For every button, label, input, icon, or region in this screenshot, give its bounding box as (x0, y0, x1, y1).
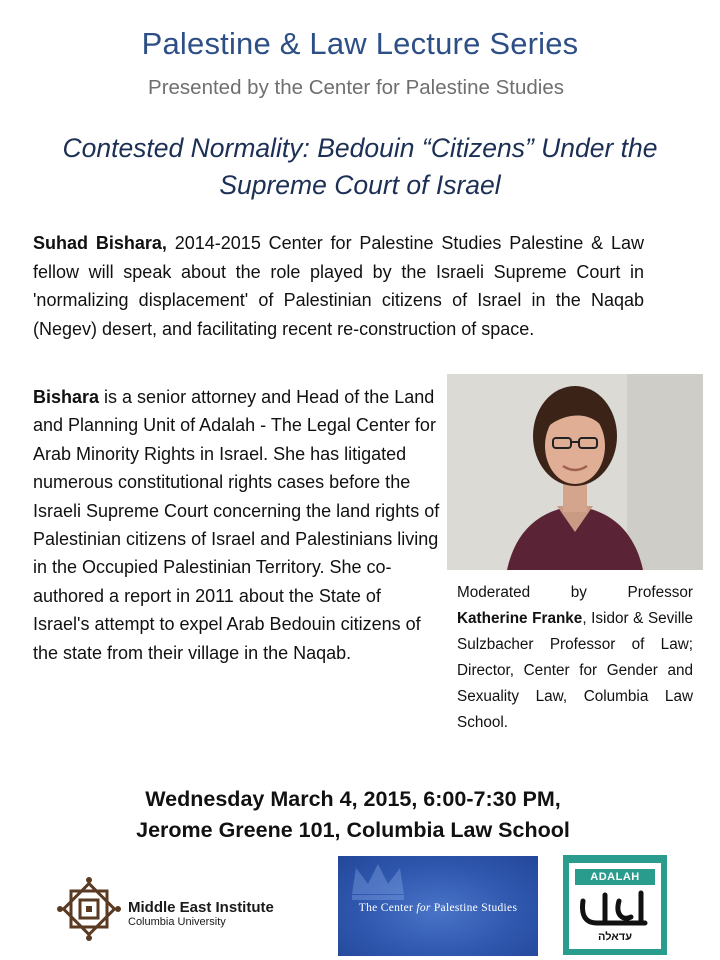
event-date-time: Wednesday March 4, 2015, 6:00-7:30 PM, (145, 787, 561, 811)
mei-name: Middle East Institute (128, 899, 274, 916)
crown-icon (348, 858, 408, 902)
center-for-palestine-studies-logo (338, 856, 538, 956)
cps-name: The Center for Palestine Studies (358, 902, 518, 914)
geometric-star-icon (56, 876, 122, 942)
intro-text: 2014-2015 Center for Palestine Studies Palestine & Law fellow will speak about the role played by the Israeli Supreme Court in 'normalizing displacement' of Palestinian citizens of Israel in the Naqab (Negev) desert, and facilitating recent re-construction of space. (33, 233, 644, 339)
talk-title: Contested Normality: Bedouin “Citizens” Under the Supreme Court of Israel (62, 133, 658, 200)
speaker-name: Suhad Bishara, (33, 233, 167, 253)
bio-paragraph (33, 383, 441, 667)
intro-paragraph (33, 229, 644, 343)
event-location: Jerome Greene 101, Columbia Law School (136, 818, 570, 842)
moderator-prefix: Moderated by Professor (457, 584, 693, 601)
adalah-hebrew-name: עדאלה (598, 931, 632, 943)
speaker-photo (447, 374, 703, 570)
adalah-latin-name: ADALAH (575, 869, 655, 885)
adalah-logo (563, 855, 667, 955)
moderator-paragraph (457, 580, 693, 736)
bio-speaker-surname: Bishara (33, 387, 100, 407)
bio-text: is a senior attorney and Head of the Land and Planning Unit of Adalah - The Legal Center for Arab Minority Rights in Israel. She has litigated numerous constitutional rights cases before the Israeli Supreme Court concerning the land rights of Palestinian citizens of Israel and Palestinians living in the Occupied Palestinian Territory. She co-authored a report in 2011 about the State of Israel's attempt to expel Arab Bedouin citizens of the state from their village in the Naqab. (33, 387, 440, 663)
series-title: Palestine & Law Lecture Series (141, 26, 579, 61)
middle-east-institute-logo (56, 876, 306, 942)
event-details (0, 784, 706, 846)
moderator-text: , Isidor & Seville Sulzbacher Professor of Law; Director, Center for Gender and Sexuality Law, Columbia Law School. (457, 610, 694, 731)
presented-by: Presented by the Center for Palestine Studies (148, 76, 564, 99)
mei-university: Columbia University (128, 916, 226, 928)
moderator-name: Katherine Franke (457, 610, 583, 627)
arabic-calligraphy-icon (575, 887, 655, 929)
